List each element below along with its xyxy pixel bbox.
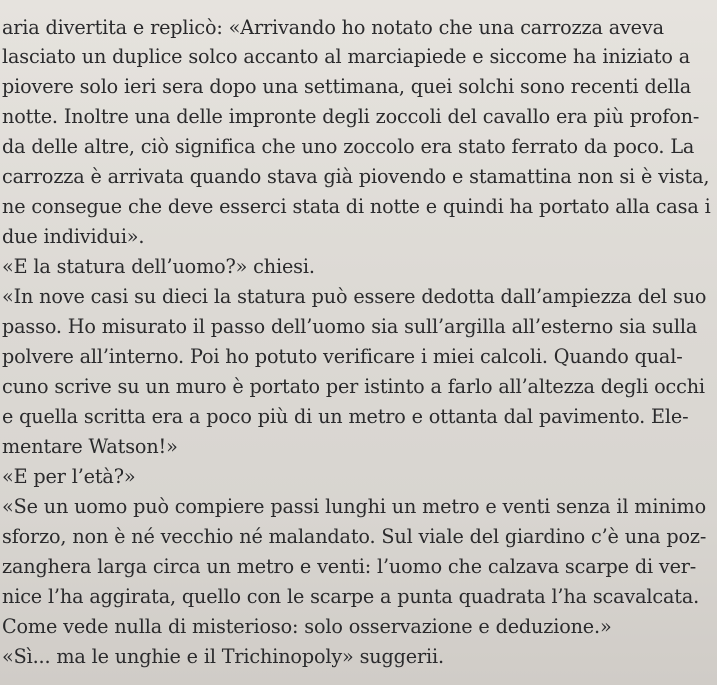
- text-line: nice l’ha aggirata, quello con le scarpe a punta quadrata l’ha scavalcata.: [2, 585, 700, 608]
- text-line: cuno scrive su un muro è portato per istinto a farlo all’altezza degli occhi: [2, 375, 705, 398]
- text-line: polvere all’interno. Poi ho potuto verificare i miei calcoli. Quando qual-: [2, 345, 683, 368]
- text-line: piovere solo ieri sera dopo una settimana, quei solchi sono recenti della: [2, 75, 692, 98]
- text-line: e quella scritta era a poco più di un metro e ottanta dal pavimento. Ele-: [2, 405, 689, 428]
- text-line: «Sì... ma le unghie e il Trichinopoly» suggerii.: [2, 645, 444, 668]
- text-line: notte. Inoltre una delle impronte degli zoccoli del cavallo era più profon-: [2, 105, 700, 128]
- text-line: «Se un uomo può compiere passi lunghi un metro e venti senza il minimo: [2, 495, 706, 518]
- text-line: aria divertita e replicò: «Arrivando ho notato che una carrozza aveva: [2, 16, 664, 39]
- text-line: lasciato un duplice solco accanto al marciapiede e siccome ha iniziato a: [2, 45, 690, 68]
- text-line: Come vede nulla di misterioso: solo osservazione e deduzione.»: [2, 615, 612, 638]
- text-line: ne consegue che deve esserci stata di notte e quindi ha portato alla casa i: [2, 195, 711, 218]
- text-line: passo. Ho misurato il passo dell’uomo sia sull’argilla all’esterno sia sulla: [2, 315, 698, 338]
- text-line: «E la statura dell’uomo?» chiesi.: [2, 255, 315, 278]
- text-line: due individui».: [2, 225, 145, 248]
- text-line: mentare Watson!»: [2, 435, 178, 458]
- text-line: sforzo, non è né vecchio né malandato. Sul viale del giardino c’è una poz-: [2, 525, 707, 548]
- text-line: carrozza è arrivata quando stava già piovendo e stamattina non si è vista,: [2, 165, 710, 188]
- text-line: «In nove casi su dieci la statura può essere dedotta dall’ampiezza del suo: [2, 285, 707, 308]
- text-line: da delle altre, ciò significa che uno zoccolo era stato ferrato da poco. La: [2, 135, 695, 158]
- text-line: «E per l’età?»: [2, 465, 136, 488]
- text-line: zanghera larga circa un metro e venti: l’uomo che calzava scarpe di ver-: [2, 555, 697, 578]
